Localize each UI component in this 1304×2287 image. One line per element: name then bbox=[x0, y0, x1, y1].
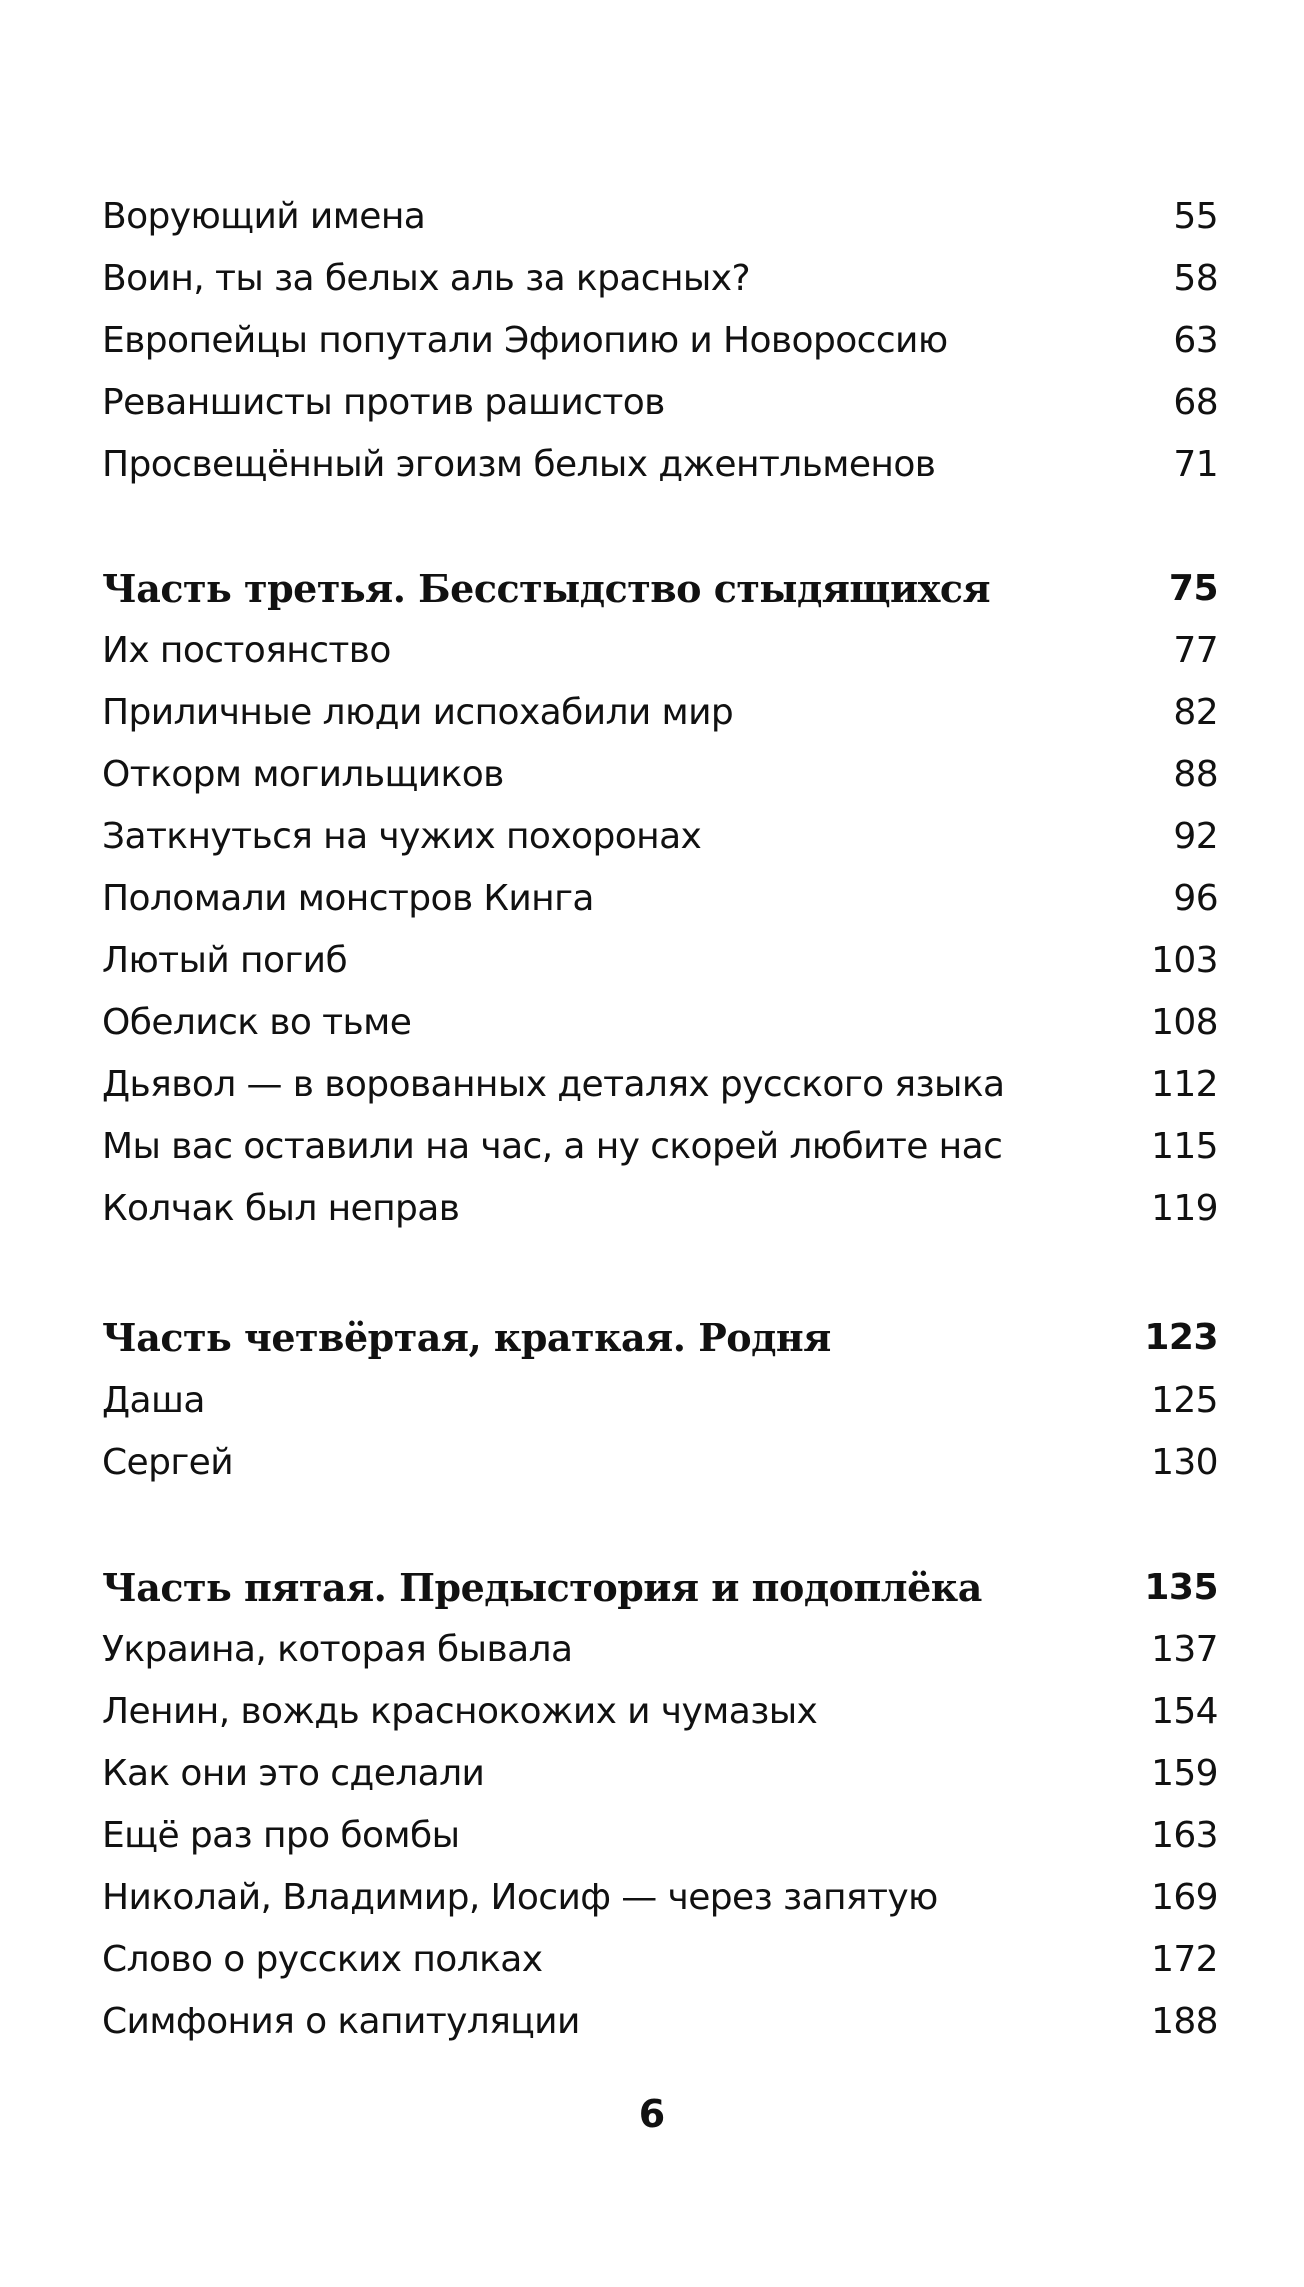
toc-entry bbox=[102, 867, 1218, 929]
toc-entry-title: Поломали монстров Кинга bbox=[102, 877, 594, 919]
toc-entry bbox=[102, 185, 1218, 247]
toc-entry-page: 154 bbox=[1151, 1690, 1218, 1732]
toc-entry bbox=[102, 743, 1218, 805]
toc-entry-page: 130 bbox=[1151, 1441, 1218, 1483]
toc-entry bbox=[102, 433, 1218, 495]
toc-entry bbox=[102, 1680, 1218, 1742]
toc-part-title: Часть четвёртая, краткая. Родня bbox=[102, 1314, 831, 1360]
toc-entry-page: 82 bbox=[1173, 691, 1218, 733]
toc-entry-title: Мы вас оставили на час, а ну скорей любите нас bbox=[102, 1125, 1003, 1167]
toc-entry-page: 77 bbox=[1173, 629, 1218, 671]
toc-entry-page: 88 bbox=[1173, 753, 1218, 795]
toc-entry-title: Слово о русских полках bbox=[102, 1938, 543, 1980]
toc-entry-page: 137 bbox=[1151, 1628, 1218, 1670]
toc-entry-page: 159 bbox=[1151, 1752, 1218, 1794]
toc-entry-title: Приличные люди испохабили мир bbox=[102, 691, 734, 733]
toc-entry-page: 112 bbox=[1151, 1063, 1218, 1105]
toc-entry bbox=[102, 1369, 1218, 1431]
toc-entry-page: 71 bbox=[1173, 443, 1218, 485]
toc-entry-page: 115 bbox=[1151, 1125, 1218, 1167]
toc-entry-page: 96 bbox=[1173, 877, 1218, 919]
toc-entry-title: Их постоянство bbox=[102, 629, 391, 671]
toc-entry-title: Европейцы попутали Эфиопию и Новороссию bbox=[102, 319, 948, 361]
toc-entry-page: 63 bbox=[1173, 319, 1218, 361]
toc-entry-title: Воин, ты за белых аль за красных? bbox=[102, 257, 750, 299]
toc-entry bbox=[102, 1115, 1218, 1177]
toc-entry-title: Симфония о капитуляции bbox=[102, 2000, 580, 2042]
page-number: 6 bbox=[638, 2092, 666, 2136]
toc-part-title: Часть пятая. Предыстория и подоплёка bbox=[102, 1564, 982, 1610]
toc-entry-title: Ворующий имена bbox=[102, 195, 426, 237]
toc-part-page: 75 bbox=[1168, 567, 1218, 609]
toc-entry-page: 58 bbox=[1173, 257, 1218, 299]
toc-part-page: 135 bbox=[1144, 1566, 1218, 1608]
toc-entry bbox=[102, 309, 1218, 371]
toc-entry-title: Откорм могильщиков bbox=[102, 753, 504, 795]
toc-part-heading bbox=[102, 1306, 1218, 1368]
toc-entry-title: Ещё раз про бомбы bbox=[102, 1814, 460, 1856]
toc-entry-title: Дьявол — в ворованных деталях русского языка bbox=[102, 1063, 1005, 1105]
toc-entry-page: 172 bbox=[1151, 1938, 1218, 1980]
toc-part-heading bbox=[102, 1556, 1218, 1618]
toc-entry-title: Даша bbox=[102, 1379, 205, 1421]
toc-entry bbox=[102, 1804, 1218, 1866]
toc-entry bbox=[102, 247, 1218, 309]
toc-part-page: 123 bbox=[1144, 1316, 1218, 1358]
toc-entry-page: 163 bbox=[1151, 1814, 1218, 1856]
toc-entry bbox=[102, 371, 1218, 433]
toc-entry-page: 169 bbox=[1151, 1876, 1218, 1918]
toc-entry bbox=[102, 1177, 1218, 1239]
toc-entry bbox=[102, 1618, 1218, 1680]
toc-entry-title: Сергей bbox=[102, 1441, 233, 1483]
toc-entry-title: Украина, которая бывала bbox=[102, 1628, 573, 1670]
toc-entry bbox=[102, 1866, 1218, 1928]
toc-entry-title: Заткнуться на чужих похоронах bbox=[102, 815, 702, 857]
toc-entry bbox=[102, 681, 1218, 743]
toc-entry-title: Реваншисты против рашистов bbox=[102, 381, 665, 423]
toc-entry-title: Обелиск во тьме bbox=[102, 1001, 412, 1043]
toc-entry-title: Ленин, вождь краснокожих и чумазых bbox=[102, 1690, 818, 1732]
toc-entry bbox=[102, 1990, 1218, 2052]
toc-entry-page: 125 bbox=[1151, 1379, 1218, 1421]
toc-entry bbox=[102, 929, 1218, 991]
toc-entry bbox=[102, 1928, 1218, 1990]
toc-entry-page: 108 bbox=[1151, 1001, 1218, 1043]
toc-entry-title: Как они это сделали bbox=[102, 1752, 485, 1794]
toc-entry-title: Колчак был неправ bbox=[102, 1187, 460, 1229]
toc-entry-page: 188 bbox=[1151, 2000, 1218, 2042]
toc-part-heading bbox=[102, 557, 1218, 619]
toc-entry-page: 68 bbox=[1173, 381, 1218, 423]
toc-entry bbox=[102, 991, 1218, 1053]
toc-entry-page: 119 bbox=[1151, 1187, 1218, 1229]
toc-entry bbox=[102, 1431, 1218, 1493]
toc-entry-page: 103 bbox=[1151, 939, 1218, 981]
toc-entry-page: 55 bbox=[1173, 195, 1218, 237]
toc-entry-title: Николай, Владимир, Иосиф — через запятую bbox=[102, 1876, 938, 1918]
toc-entry bbox=[102, 1053, 1218, 1115]
toc-entry-title: Просвещённый эгоизм белых джентльменов bbox=[102, 443, 936, 485]
toc-part-title: Часть третья. Бесстыдство стыдящихся bbox=[102, 565, 991, 611]
toc-entry bbox=[102, 1742, 1218, 1804]
toc-entry bbox=[102, 805, 1218, 867]
toc-entry-title: Лютый погиб bbox=[102, 939, 348, 981]
toc-entry-page: 92 bbox=[1173, 815, 1218, 857]
toc-entry bbox=[102, 619, 1218, 681]
